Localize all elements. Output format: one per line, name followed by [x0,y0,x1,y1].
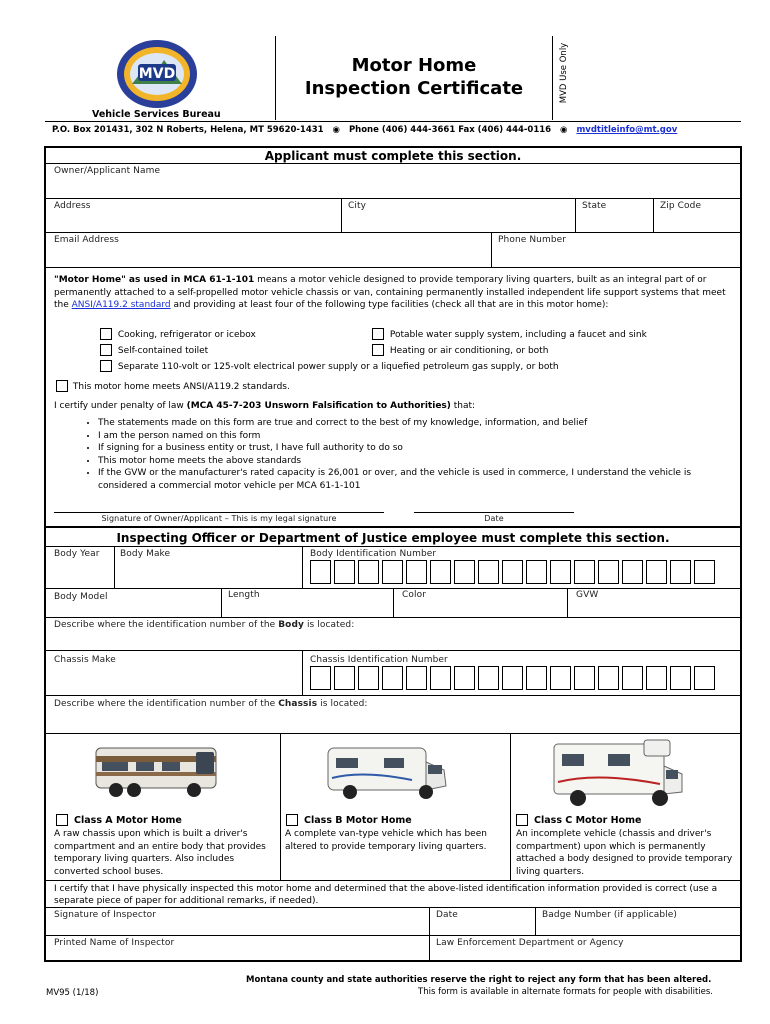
body-id-label: Body Identification Number [310,549,437,559]
chassis-id-boxes[interactable] [310,666,715,690]
length-label: Length [228,590,260,600]
gvw-field[interactable] [568,589,740,616]
alternate-formats-notice: This form is available in alternate formats for people with disabilities. [418,987,713,997]
class-a-description: A raw chassis upon which is built a driver's compartment and an entire body that provides temporary living quarters. Also includes converted school buses. [54,829,266,877]
body-location-field[interactable] [46,632,740,650]
ansi-standard-checkbox[interactable] [56,380,68,392]
facility-label-power: Separate 110-volt or 125-volt electrical power supply or a liquefied petroleum gas supply, or both [117,361,559,372]
certify-statement: I certify under penalty of law (MCA 45-7-203 Unsworn Falsification to Authorities) that: [54,401,476,411]
class-c-motor-home-image [548,738,688,815]
facility-label-cooking: Cooking, refrigerator or icebox [117,329,256,340]
list-item: • This motor home meets the above standards [98,455,732,468]
badge-number-field[interactable] [536,908,740,934]
alteration-notice: Montana county and state authorities reserve the right to reject any form that has been altered. [246,975,712,985]
printed-name-label: Printed Name of Inspector [54,938,175,948]
body-model-field[interactable] [46,589,220,616]
facility-label-water: Potable water supply system, including a faucet and sink [389,329,647,340]
mvd-logo [112,38,202,110]
badge-number-label: Badge Number (if applicable) [542,910,678,920]
class-b-description: A complete van-type vehicle which has been altered to provide temporary living quarters. [285,829,487,852]
agency-email-link[interactable]: mvdtitleinfo@mt.gov [576,125,678,135]
list-item: • The statements made on this form are true and correct to the best of my knowledge, information, and belief [98,417,732,430]
inspection-date-field[interactable] [430,908,534,934]
length-field[interactable] [222,589,392,616]
chassis-id-label: Chassis Identification Number [310,655,448,665]
state-field[interactable] [576,199,652,232]
class-b-title: Class B Motor Home [304,814,412,826]
applicant-signature-field[interactable] [54,494,384,512]
form-title-line1: Motor Home [351,55,477,76]
class-b-motor-home-image [322,740,452,807]
inspector-signature-field[interactable] [46,908,428,934]
form-title-line2: Inspection Certificate [304,78,524,99]
logo-text: MVD [138,66,176,82]
facility-label-toilet: Self-contained toilet [117,345,209,356]
form-id: MV95 (1/18) [46,988,99,998]
list-item: • If the GVW or the manufacturer's rated capacity is 26,001 or over, and the vehicle is used in commerce, I understand the vehicle is considered a commercial motor vehicle per MCA 61-1-101 [98,467,732,492]
class-a-checkbox[interactable] [56,814,68,826]
zip-field[interactable] [654,199,740,232]
body-year-label: Body Year [54,549,100,559]
agency-phone: Phone (406) 444-3661 Fax (406) 444-0116 [348,125,552,135]
class-b-checkbox[interactable] [286,814,298,826]
applicant-date-field[interactable] [414,494,574,512]
applicant-date-label: Date [484,514,504,523]
zip-label: Zip Code [660,201,702,211]
chassis-make-label: Chassis Make [54,655,116,665]
body-id-boxes[interactable] [310,560,715,584]
printed-name-field[interactable] [46,936,428,960]
agency-field[interactable] [430,936,740,960]
class-c-title: Class C Motor Home [534,814,642,826]
body-year-field[interactable] [46,547,113,587]
facility-label-heating: Heating or air conditioning, or both [389,345,549,356]
list-item: • I am the person named on this form [98,430,732,443]
class-c-checkbox[interactable] [516,814,528,826]
class-c-description: An incomplete vehicle (chassis and driver's compartment) upon which is permanently attached a body designed to provide temporary living quarters. [516,829,733,877]
city-label: City [348,201,367,211]
body-make-field[interactable] [115,547,301,587]
inspector-section-title: Inspecting Officer or Department of Justice employee must complete this section. [116,531,670,545]
inspection-date-label: Date [436,910,458,920]
certify-list [52,417,732,492]
email-field[interactable] [46,233,490,267]
owner-name-label: Owner/Applicant Name [54,166,161,176]
class-a-motor-home-image [92,742,222,805]
inspection-certification: I certify that I have physically inspected this motor home and determined that the above-listed identification information provided is correct (use a separate piece of paper for additional remarks, if needed). [54,884,718,906]
body-make-label: Body Make [120,549,171,559]
color-label: Color [402,590,426,600]
chassis-location-field[interactable] [46,712,740,732]
class-a-title: Class A Motor Home [74,814,182,826]
agency-address: P.O. Box 201431, 302 N Roberts, Helena, MT 59620-1431 [52,125,324,135]
facility-checkbox-heating[interactable] [372,344,384,356]
bullet-icon: ◉ [332,125,340,135]
list-item: • If signing for a business entity or trust, I have full authority to do so [98,442,732,455]
body-model-label: Body Model [54,592,108,602]
email-label: Email Address [54,235,119,245]
color-field[interactable] [394,589,566,616]
city-field[interactable] [342,199,574,232]
bureau-name: Vehicle Services Bureau [92,109,221,120]
facility-checkbox-cooking[interactable] [100,328,112,340]
chassis-location-label: Describe where the identification number of the Chassis is located: [54,699,368,709]
inspector-signature-label: Signature of Inspector [54,910,156,920]
state-label: State [582,201,607,211]
ansi-standard-link[interactable]: ANSI/A119.2 standard [71,300,171,310]
body-location-label: Describe where the identification number of the Body is located: [54,620,355,630]
gvw-label: GVW [576,590,599,600]
mvd-use-only-label: MVD Use Only [559,42,569,104]
applicant-section-title: Applicant must complete this section. [264,149,522,163]
owner-name-field[interactable] [46,164,740,198]
phone-label: Phone Number [498,235,567,245]
address-field[interactable] [46,199,340,232]
address-label: Address [54,201,91,211]
ansi-standard-statement: This motor home meets ANSI/A119.2 standards. [72,381,290,392]
agency-label: Law Enforcement Department or Agency [436,938,624,948]
motor-home-definition: "Motor Home" as used in MCA 61-1-101 means a motor vehicle designed to provide temporary living quarters, built as an integral part of or permanently attached to a self-propelled motor vehicle chassis or van, containing permanently installed independent life support systems that meet the ANSI/A119.2 standard and providing at least four of the following type facilities (check all that are in this motor home): [54,275,726,310]
facility-checkbox-power[interactable] [100,360,112,372]
facility-checkbox-water[interactable] [372,328,384,340]
phone-field[interactable] [492,233,740,267]
bullet-icon: ◉ [560,125,568,135]
applicant-signature-label: Signature of Owner/Applicant – This is my legal signature [101,514,337,523]
chassis-make-field[interactable] [46,651,301,694]
facility-checkbox-toilet[interactable] [100,344,112,356]
